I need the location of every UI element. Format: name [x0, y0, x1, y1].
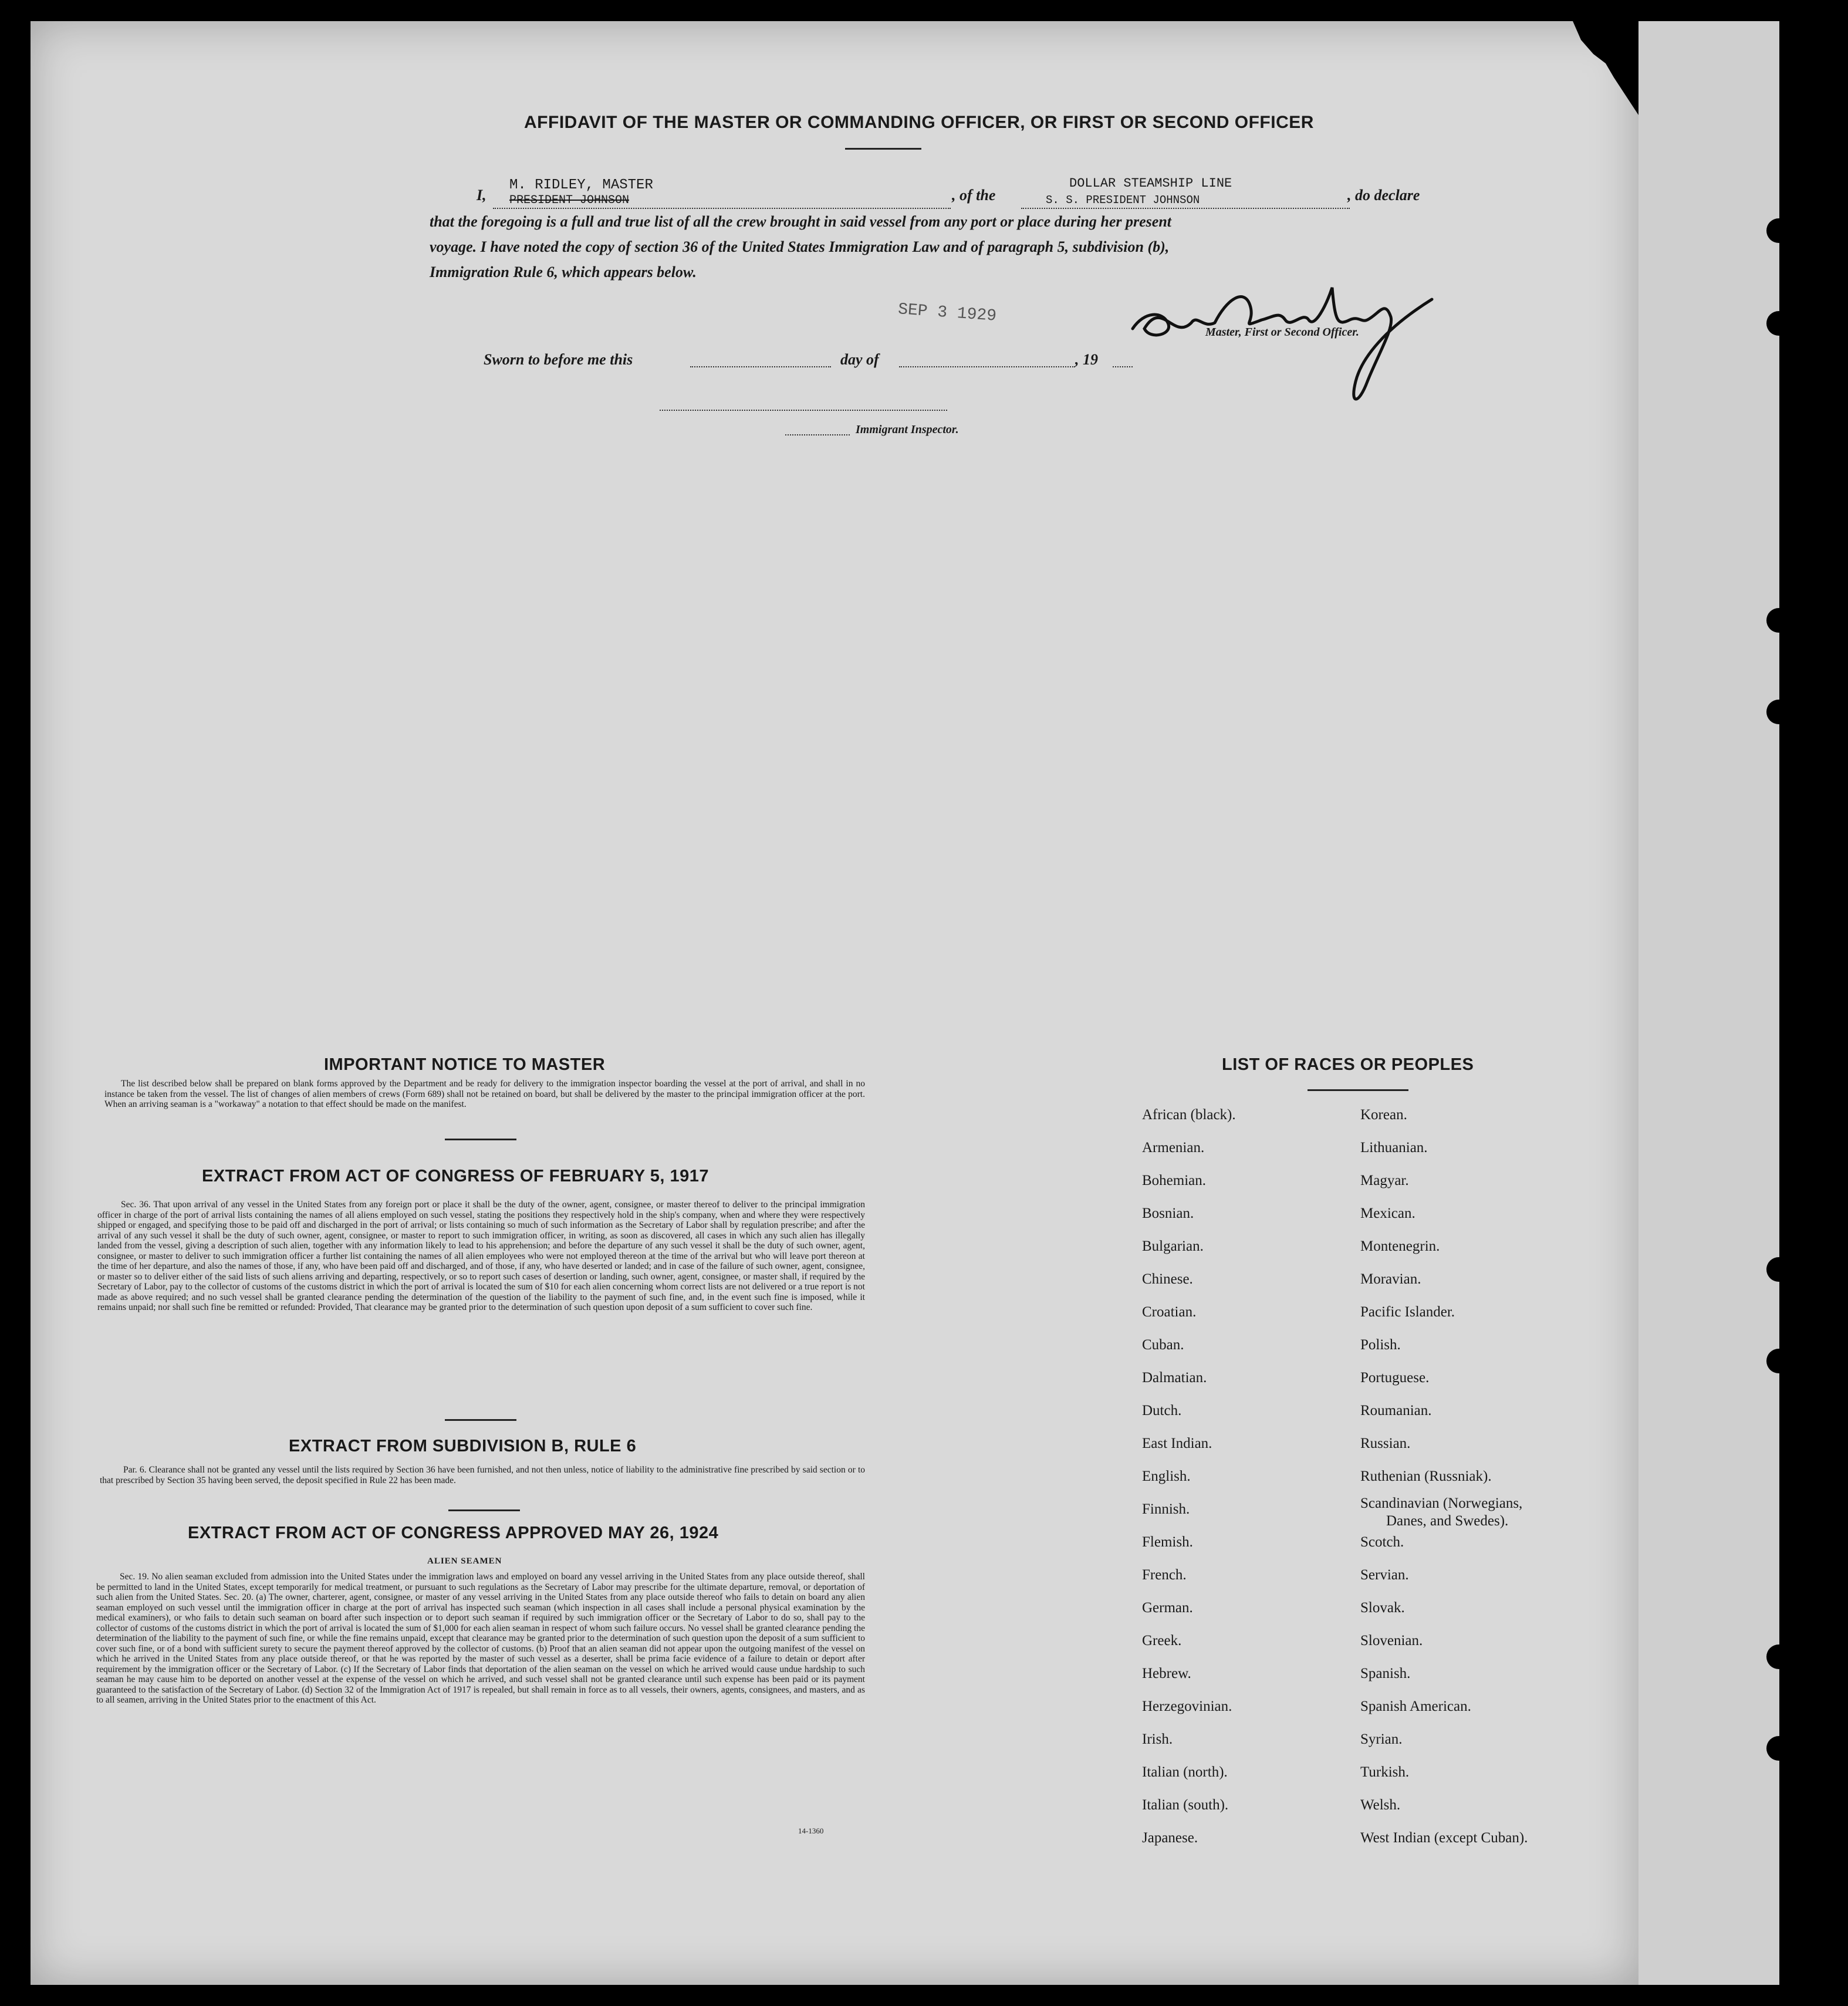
day-of-label: day of	[840, 351, 879, 368]
race-item: Lithuanian.	[1360, 1140, 1428, 1156]
name-line	[493, 208, 951, 209]
rule6-body: Par. 6. Clearance shall not be granted any vessel until the lists required by Section 36 have been furnished, and not then unless, notice of liability to the administrative fine prescribed by said section or to that prescribed by Section 35 having been served, the deposit specified in Rule 22 has been made.	[100, 1465, 865, 1485]
page-edge	[1638, 21, 1779, 1985]
race-item: French.	[1142, 1567, 1187, 1583]
races-divider	[1308, 1089, 1408, 1091]
race-item: Scotch.	[1360, 1534, 1404, 1550]
race-item: African (black).	[1142, 1107, 1236, 1123]
notice-divider	[445, 1139, 516, 1140]
race-item: Spanish.	[1360, 1666, 1411, 1681]
race-item: Polish.	[1360, 1337, 1401, 1353]
punch-hole	[1766, 1257, 1791, 1282]
title-divider	[845, 148, 921, 150]
race-item: Dutch.	[1142, 1403, 1182, 1419]
race-item: Korean.	[1360, 1107, 1407, 1123]
race-item: Magyar.	[1360, 1173, 1409, 1188]
race-item: Montenegrin.	[1360, 1238, 1440, 1254]
affidavit-line2: that the foregoing is a full and true list of all the crew brought in said vessel from any port or place during her present	[430, 213, 1172, 230]
race-item: Flemish.	[1142, 1534, 1193, 1550]
vessel-line	[1021, 208, 1350, 209]
race-item: Herzegovinian.	[1142, 1698, 1232, 1714]
race-item: Slovak.	[1360, 1600, 1405, 1616]
race-item: Portuguese.	[1360, 1370, 1430, 1386]
race-item-continuation: Danes, and Swedes).	[1386, 1513, 1509, 1529]
race-item: Croatian.	[1142, 1304, 1197, 1320]
sworn-day-line	[690, 366, 831, 367]
affidavit-line3: voyage. I have noted the copy of section 36 of the United States Immigration Law and of paragraph 5, subdivision (b),	[430, 238, 1170, 255]
vessel-name-typed: S. S. PRESIDENT JOHNSON	[1046, 194, 1200, 207]
race-item: Italian (north).	[1142, 1764, 1228, 1780]
race-item: English.	[1142, 1468, 1191, 1484]
master-signature	[1127, 264, 1455, 417]
inspector-signature-line	[660, 410, 947, 411]
punch-hole	[1766, 311, 1791, 336]
race-item: Scandinavian (Norwegians,	[1360, 1495, 1523, 1511]
race-item: Greek.	[1142, 1633, 1182, 1649]
steamship-line-typed: DOLLAR STEAMSHIP LINE	[1069, 176, 1232, 191]
race-item: East Indian.	[1142, 1436, 1212, 1451]
punch-hole	[1766, 608, 1791, 633]
extract-1917-divider	[445, 1419, 516, 1421]
sworn-month-line	[899, 366, 1075, 367]
race-item: Armenian.	[1142, 1140, 1205, 1156]
form-number: 14-1360	[798, 1826, 824, 1835]
race-item: Pacific Islander.	[1360, 1304, 1455, 1320]
race-item: Chinese.	[1142, 1271, 1193, 1287]
inspector-label: Immigrant Inspector.	[856, 423, 959, 436]
race-item: Finnish.	[1142, 1501, 1190, 1517]
race-item: Bulgarian.	[1142, 1238, 1204, 1254]
signature-label: Master, First or Second Officer.	[1205, 326, 1359, 339]
race-item: Spanish American.	[1360, 1698, 1471, 1714]
races-title: LIST OF RACES OR PEOPLES	[1222, 1055, 1474, 1074]
punch-hole	[1766, 700, 1791, 724]
affidavit-line4: Immigration Rule 6, which appears below.	[430, 264, 697, 281]
punch-hole	[1766, 1349, 1791, 1373]
master-name-typed: M. RIDLEY, MASTER	[509, 177, 653, 193]
race-item: Slovenian.	[1360, 1633, 1423, 1649]
race-item: Cuban.	[1142, 1337, 1184, 1353]
race-item: Servian.	[1360, 1567, 1409, 1583]
rule6-title: EXTRACT FROM SUBDIVISION B, RULE 6	[289, 1437, 637, 1455]
punch-hole	[1766, 218, 1791, 243]
year-label: , 19	[1075, 351, 1098, 368]
race-item: Syrian.	[1360, 1731, 1403, 1747]
extract-1924-title: EXTRACT FROM ACT OF CONGRESS APPROVED MAY 26, 1924	[188, 1524, 719, 1542]
notice-body: The list described below shall be prepared on blank forms approved by the Department and be ready for delivery to the immigration inspector boarding the vessel at the port of arrival, and shall in no instance be taken from the vessel. The list of changes of alien members of crews (Form 689) shall not be retained on board, but shall be delivered by the master to the principal immigration officer at the port. When an arriving seaman is a "workaway" a notation to that effect should be made on the manifest.	[104, 1079, 865, 1109]
race-item: Turkish.	[1360, 1764, 1410, 1780]
race-item: Hebrew.	[1142, 1666, 1191, 1681]
race-item: Roumanian.	[1360, 1403, 1432, 1419]
race-item: Dalmatian.	[1142, 1370, 1207, 1386]
rule6-divider	[448, 1509, 520, 1511]
year-line	[1113, 366, 1133, 367]
race-item: German.	[1142, 1600, 1193, 1616]
race-item: Welsh.	[1360, 1797, 1401, 1813]
master-name-struck: PRESIDENT JOHNSON	[509, 194, 630, 207]
inspector-line-2	[785, 434, 850, 435]
race-item: West Indian (except Cuban).	[1360, 1830, 1528, 1846]
race-item: Bohemian.	[1142, 1173, 1207, 1188]
of-the-label: , of the	[952, 187, 996, 204]
race-item: Irish.	[1142, 1731, 1173, 1747]
punch-hole	[1766, 1736, 1791, 1761]
extract-1924-body: Sec. 19. No alien seaman excluded from admission into the United States under the immigration laws and employed on board any vessel arriving in the United States from any place outside thereof, shall be permitted to land in the United States, except temporarily for medical treatment, or pursuant to such regulations as the Secretary of Labor may prescribe for the ultimate departure, removal, or deportation of such alien from the United States. Sec. 20. (a) The owner, charterer, agent, consignee, or master of any vessel arriving in the United States from any place outside thereof who fails to detain on board any alien seaman employed on such vessel until the immigration officer in charge at the port of arrival has inspected such seaman (which inspection in all cases shall include a personal physical examination by the medical examiners), or who fails to detain such seaman on board after such inspection or to deport such seaman if required by such immigration officer or the Secretary of Labor to do so, shall pay to the collector of customs of the customs district in which the port of arrival is located the sum of $1,000 for each alien seaman in respect of whom such failure occurs. No vessel shall be granted clearance pending the determination of the liability to the payment of such fine, or while the fine remains unpaid, except that clearance may be granted prior to the determination of such question upon the deposit of a sum sufficient to cover such fine, or of a bond with sufficient surety to secure the payment thereof approved by the collector of customs. (b) Proof that an alien seaman did not appear upon the outgoing manifest of the vessel on which he arrived in the United States from any place outside thereof, or that he was reported by the master of such vessel as a deserter, shall be prima facie evidence of a failure to detain or deport after requirement by the immigration officer or the Secretary of Labor. (c) If the Secretary of Labor finds that deportation of the alien seaman on the vessel on which he arrived would cause undue hardship to such seaman he may cause him to be deported on another vessel at the expense of the vessel on which he arrived, and such vessel shall not be granted clearance until such expense has been paid or its payment guaranteed to the satisfaction of the Secretary of Labor. (d) Section 32 of the Immigration Act of 1917 is repealed, but shall remain in force as to all vessels, their owners, agents, consignees, and masters, and as to all seamen, arriving in the United States prior to the enactment of this Act.	[96, 1572, 865, 1705]
race-item: Japanese.	[1142, 1830, 1198, 1846]
affidavit-title: AFFIDAVIT OF THE MASTER OR COMMANDING OFFICER, OR FIRST OR SECOND OFFICER	[524, 113, 1314, 132]
race-item: Russian.	[1360, 1436, 1411, 1451]
race-item: Moravian.	[1360, 1271, 1421, 1287]
sworn-label: Sworn to before me this	[484, 351, 633, 368]
race-item: Ruthenian (Russniak).	[1360, 1468, 1492, 1484]
alien-seamen-subtitle: ALIEN SEAMEN	[427, 1556, 502, 1566]
punch-hole	[1766, 1644, 1791, 1669]
extract-1917-body: Sec. 36. That upon arrival of any vessel in the United States from any foreign port or place it shall be the duty of the owner, agent, consignee, or master thereof to deliver to the principal immigration officer in charge of the port of arrival lists containing the names of all aliens employed on such vessel, stating the positions they respectively hold in the ship's company, when and where they were respectively shipped or engaged, and specifying those to be paid off and discharged in the port of arrival; or lists containing so much of such information as the Secretary of Labor shall by regulation prescribe; and after the arrival of any such vessel it shall be the duty of such owner, agent, consignee, or master to report to such immigration officer, in writing, as soon as discovered, all cases in which any such alien has illegally landed from the vessel, giving a description of such alien, together with any information likely to lead to his apprehension; and before the departure of any such vessel it shall be the duty of such owner, agent, consignee, or master to deliver to such immigration officer a further list containing the names of all alien employees who were not employed thereon at the time of the arrival but who will leave port thereon at the time of her departure, and also the names of those, if any, who have been paid off and discharged, and of those, if any, who have deserted or landed; and in case of the failure of such owner, agent, consignee, or master so to deliver either of the said lists of such aliens arriving and departing, respectively, or so to report such cases of desertion or landing, such owner, agent, consignee, or master shall, if required by the Secretary of Labor, pay to the collector of customs of the customs district in which the port of arrival is located the sum of $10 for each alien concerning whom correct lists are not delivered or a true report is not made as above required; and no such vessel shall be granted clearance pending the determination of the question of the liability to the payment of such fine, and, in the event such fine is imposed, while it remains unpaid; nor shall such fine be remitted or refunded: Provided, That clearance may be granted prior to the determination of such question upon deposit of a sum sufficient to cover such fine.	[97, 1200, 865, 1312]
race-item: Mexican.	[1360, 1205, 1415, 1221]
race-item: Bosnian.	[1142, 1205, 1194, 1221]
notice-title: IMPORTANT NOTICE TO MASTER	[324, 1055, 606, 1074]
extract-1917-title: EXTRACT FROM ACT OF CONGRESS OF FEBRUARY 5, 1917	[202, 1167, 710, 1186]
torn-corner	[1556, 21, 1638, 115]
race-item: Italian (south).	[1142, 1797, 1229, 1813]
date-stamp: SEP 3 1929	[897, 300, 997, 326]
do-declare-label: , do declare	[1347, 187, 1420, 204]
affidavit-i: I,	[477, 187, 487, 204]
